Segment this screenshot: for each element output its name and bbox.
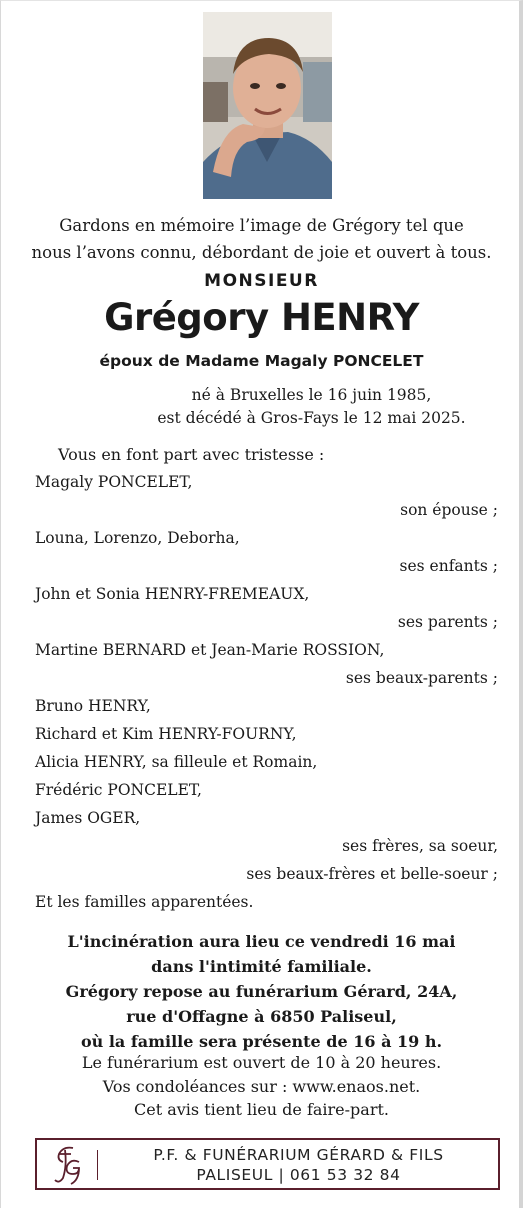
ceremony-line: où la famille sera présente de 16 à 19 h. xyxy=(80,1032,443,1051)
relation-label: ses beaux-frères et belle-soeur ; xyxy=(246,865,498,883)
family-member: Magaly PONCELET, xyxy=(35,473,193,491)
family-member: James OGER, xyxy=(35,809,141,827)
deceased-name: Grégory HENRY xyxy=(104,296,419,339)
funeral-home-name: P.F. & FUNÉRARIUM GÉRARD & FILS xyxy=(153,1146,444,1164)
family-member: Louna, Lorenzo, Deborha, xyxy=(35,529,240,547)
condolences-link: Vos condoléances sur : www.enaos.net. xyxy=(102,1076,421,1096)
family-member: Frédéric PONCELET, xyxy=(35,781,202,799)
intro-line: nous l’avons connu, débordant de joie et ouvert à tous. xyxy=(31,243,492,262)
family-member: John et Sonia HENRY-FREMEAUX, xyxy=(35,585,310,603)
memorial-intro xyxy=(0,212,523,266)
announcement-lead: Vous en font part avec tristesse : xyxy=(58,445,325,464)
practical-info xyxy=(0,1051,523,1122)
notice-disclaimer: Cet avis tient lieu de faire-part. xyxy=(134,1100,389,1119)
intro-line: Gardons en mémoire l’image de Grégory tel que xyxy=(59,216,464,235)
funeral-home-logo xyxy=(49,1144,85,1186)
civility-title: MONSIEUR xyxy=(204,271,319,291)
banner-divider xyxy=(97,1150,98,1180)
funeral-home-contact: PALISEUL | 061 53 32 84 xyxy=(196,1166,401,1184)
death-line: est décédé à Gros-Fays le 12 mai 2025. xyxy=(157,409,466,427)
ceremony-details xyxy=(0,929,523,1054)
ceremony-line: Grégory repose au funérarium Gérard, 24A, xyxy=(65,982,458,1001)
funeral-home-info xyxy=(99,1145,498,1185)
relation-label: ses parents ; xyxy=(397,613,498,631)
extended-family: Et les familles apparentées. xyxy=(35,893,254,911)
relation-label: ses beaux-parents ; xyxy=(345,669,498,687)
ceremony-line: L'incinération aura lieu ce vendredi 16 mai xyxy=(67,932,456,951)
opening-hours: Le funérarium est ouvert de 10 à 20 heures. xyxy=(81,1053,442,1072)
family-member: Martine BERNARD et Jean-Marie ROSSION, xyxy=(35,641,385,659)
relation-label: son épouse ; xyxy=(400,501,498,519)
family-member: Alicia HENRY, sa filleule et Romain, xyxy=(35,753,318,771)
spouse-line: époux de Madame Magaly PONCELET xyxy=(99,352,424,370)
ceremony-line: dans l'intimité familiale. xyxy=(151,957,372,976)
relation-label: ses frères, sa soeur, xyxy=(342,837,498,855)
birth-line: né à Bruxelles le 16 juin 1985, xyxy=(191,386,432,404)
birth-death-info xyxy=(50,384,525,430)
family-member: Richard et Kim HENRY-FOURNY, xyxy=(35,725,297,743)
portrait-photo xyxy=(203,12,332,199)
funeral-home-banner xyxy=(35,1138,500,1190)
ceremony-line: rue d'Offagne à 6850 Paliseul, xyxy=(126,1007,397,1026)
relation-label: ses enfants ; xyxy=(399,557,498,575)
family-member: Bruno HENRY, xyxy=(35,697,151,715)
